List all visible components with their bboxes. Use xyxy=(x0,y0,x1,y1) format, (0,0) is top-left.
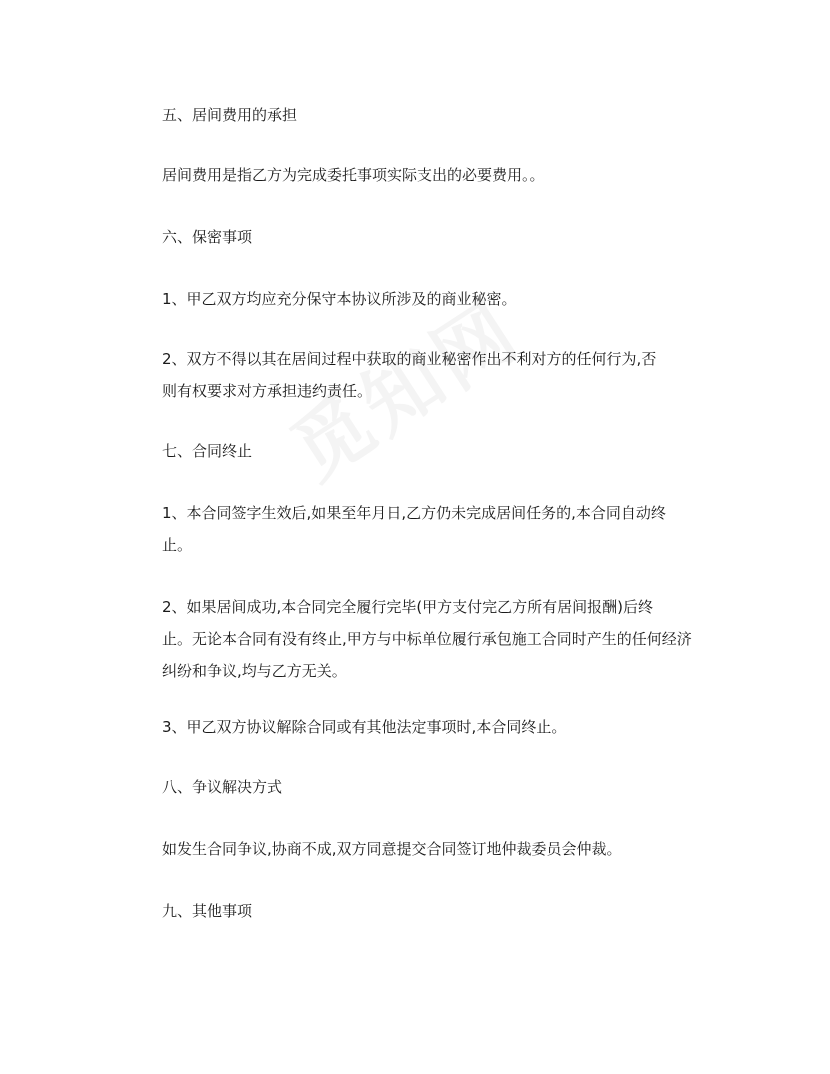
section-7-item-2-line-3: 纠纷和争议,均与乙方无关。 xyxy=(162,662,347,680)
section-7-item-2-line-2: 止。无论本合同有没有终止,甲方与中标单位履行承包施工合同时产生的任何经济 xyxy=(162,630,692,648)
section-6-heading: 六、保密事项 xyxy=(162,228,253,246)
section-8-text: 如发生合同争议,协商不成,双方同意提交合同签订地仲裁委员会仲裁。 xyxy=(162,840,622,858)
section-6-item-1: 1、甲乙双方均应充分保守本协议所涉及的商业秘密。 xyxy=(162,290,517,308)
section-7-item-1-line-2: 止。 xyxy=(162,536,193,554)
section-5-heading: 五、居间费用的承担 xyxy=(162,106,298,124)
section-8-heading: 八、争议解决方式 xyxy=(162,778,283,796)
section-7-item-1-line-1: 1、本合同签字生效后,如果至年月日,乙方仍未完成居间任务的,本合同自动终 xyxy=(162,504,666,522)
section-7-heading: 七、合同终止 xyxy=(162,442,253,460)
section-7-item-2-line-1: 2、如果居间成功,本合同完全履行完毕(甲方支付完乙方所有居间报酬)后终 xyxy=(162,598,654,616)
section-7-item-3: 3、甲乙双方协议解除合同或有其他法定事项时,本合同终止。 xyxy=(162,718,567,736)
section-6-item-2-line-1: 2、双方不得以其在居间过程中获取的商业秘密作出不利对方的任何行为,否 xyxy=(162,350,657,368)
section-5-text: 居间费用是指乙方为完成委托事项实际支出的必要费用。。 xyxy=(162,166,545,184)
section-6-item-2-line-2: 则有权要求对方承担违约责任。 xyxy=(162,382,373,400)
section-9-heading: 九、其他事项 xyxy=(162,902,253,920)
